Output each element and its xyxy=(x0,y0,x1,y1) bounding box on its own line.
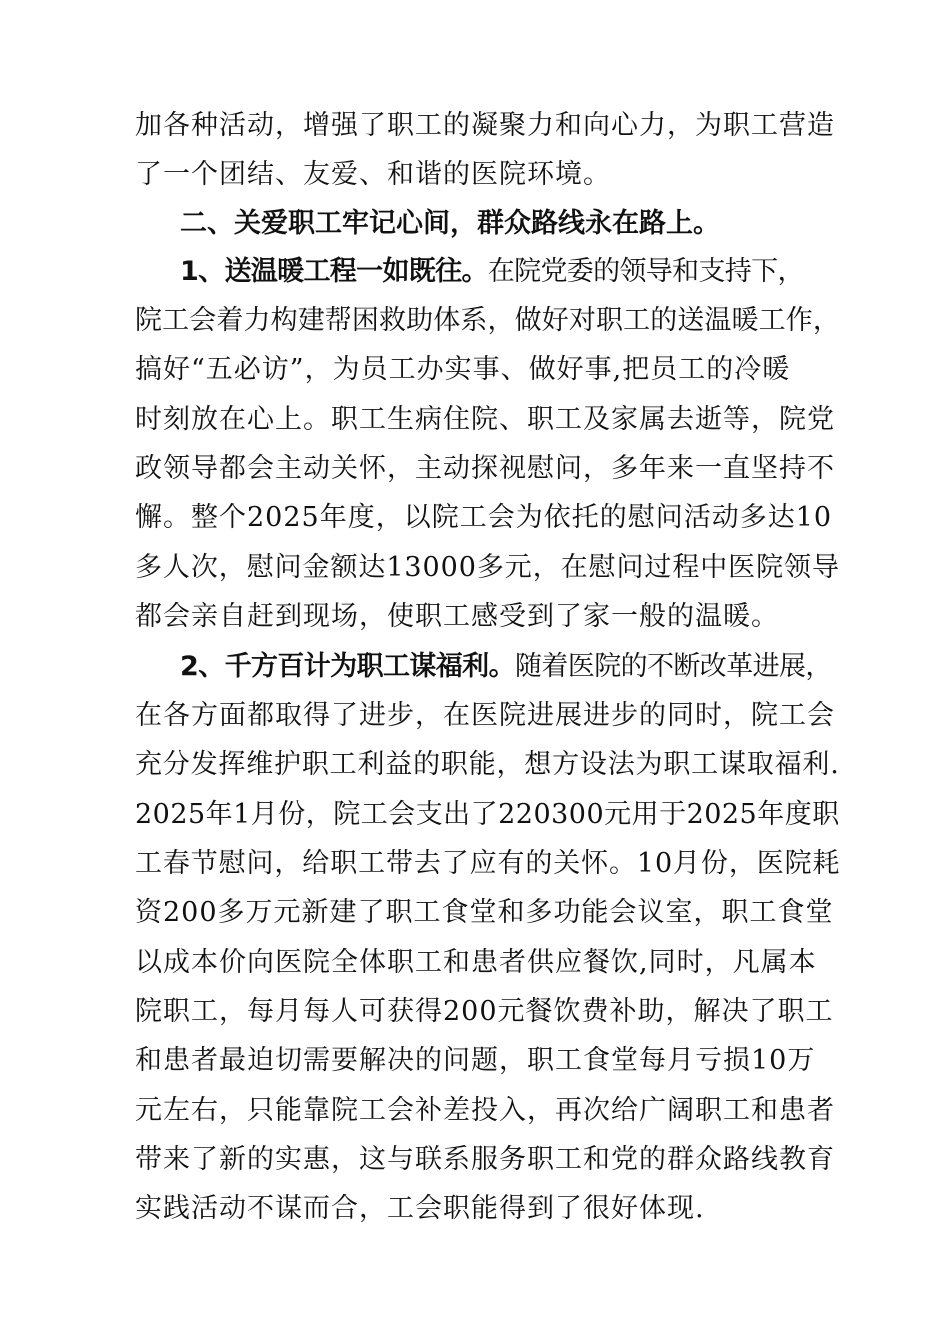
paragraph-line: 在各方面都取得了进步，在医院进展进步的同时，院工会 xyxy=(135,700,835,731)
paragraph-line: 加各种活动，增强了职工的凝聚力和向心力，为职工营造 xyxy=(135,110,835,141)
paragraph-line: 充分发挥维护职工利益的职能，想方设法为职工谋取福利. xyxy=(135,749,840,780)
paragraph-line: 元左右，只能靠院工会补差投入，再次给广阔职工和患者 xyxy=(135,1095,835,1126)
paragraph-line: 工春节慰问，给职工带去了应有的关怀。10月份，医院耗 xyxy=(135,848,841,879)
subsection-1-title: 1、送温暖工程一如既往。 xyxy=(180,256,488,287)
paragraph-line: 资200多万元新建了职工食堂和多功能会议室，职工食堂 xyxy=(135,897,834,928)
paragraph-line: 多人次，慰问金额达13000多元，在慰问过程中医院领导 xyxy=(135,552,840,583)
subsection-2-first-line xyxy=(180,643,880,691)
paragraph-line: 以成本价向医院全体职工和患者供应餐饮,同时，凡属本 xyxy=(135,947,817,978)
paragraph-line: 政领导都会主动关怀，主动探视慰问，多年来一直坚持不 xyxy=(135,453,835,484)
paragraph-line: 时刻放在心上。职工生病住院、职工及家属去逝等，院党 xyxy=(135,404,835,435)
paragraph-line: 都会亲自赶到现场，使职工感受到了家一般的温暖。 xyxy=(135,601,779,632)
paragraph-line: 搞好“五必访”，为员工办实事、做好事,把员工的冷暖 xyxy=(135,354,791,385)
paragraph-line: 带来了新的实惠，这与联系服务职工和党的群众路线教育 xyxy=(135,1144,835,1175)
subsection-1-text: 在院党委的领导和支持下， xyxy=(487,256,804,287)
subsection-2-text: 随着医院的不断改革进展， xyxy=(515,651,832,682)
section-heading: 二、关爱职工牢记心间，群众路线永在路上。 xyxy=(180,208,720,239)
paragraph-line: 了一个团结、友爱、和谐的医院环境。 xyxy=(135,159,611,190)
paragraph-line: 2025年1月份，院工会支出了220300元用于2025年度职 xyxy=(135,799,840,830)
paragraph-line: 院职工，每月每人可获得200元餐饮费补助，解决了职工 xyxy=(135,996,834,1027)
subsection-2-title: 2、千方百计为职工谋福利。 xyxy=(180,651,515,682)
paragraph-line: 实践活动不谋而合，工会职能得到了很好体现. xyxy=(135,1193,705,1224)
paragraph-line: 懈。整个2025年度，以院工会为依托的慰问活动多达10 xyxy=(135,502,833,533)
paragraph-line: 和患者最迫切需要解决的问题，职工食堂每月亏损10万 xyxy=(135,1045,816,1076)
paragraph-line: 院工会着力构建帮困救助体系，做好对职工的送温暖工作， xyxy=(135,305,840,336)
subsection-1-first-line xyxy=(180,248,880,296)
